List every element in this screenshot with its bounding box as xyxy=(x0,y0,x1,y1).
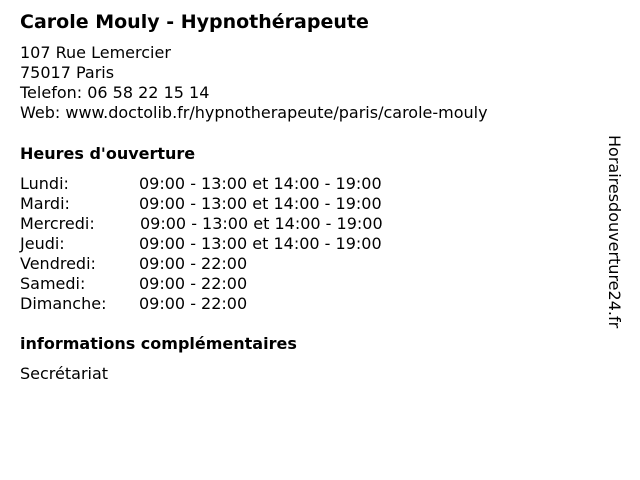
day-label: Jeudi: xyxy=(20,234,65,253)
hours-row-wednesday xyxy=(20,214,440,234)
page-title: Carole Mouly - Hypnothérapeute xyxy=(20,11,369,33)
hours-heading: Heures d'ouverture xyxy=(20,144,196,163)
time-range: 09:00 - 13:00 et 14:00 - 19:00 xyxy=(140,214,383,233)
hours-row-sunday xyxy=(20,294,440,314)
time-range: 09:00 - 22:00 xyxy=(139,274,248,293)
day-label: Mercredi: xyxy=(20,214,95,233)
hours-row-monday xyxy=(20,174,440,194)
hours-row-saturday xyxy=(20,274,440,294)
address-block xyxy=(20,43,488,123)
hours-row-tuesday xyxy=(20,194,440,214)
website: Web: www.doctolib.fr/hypnotherapeute/paris/carole-mouly xyxy=(20,103,488,122)
hours-row-friday xyxy=(20,254,440,274)
day-label: Samedi: xyxy=(20,274,86,293)
time-range: 09:00 - 13:00 et 14:00 - 19:00 xyxy=(139,234,382,253)
hours-table xyxy=(20,174,440,314)
info-heading: informations complémentaires xyxy=(20,334,297,353)
time-range: 09:00 - 13:00 et 14:00 - 19:00 xyxy=(139,174,382,193)
phone-number: Telefon: 06 58 22 15 14 xyxy=(20,83,210,102)
day-label: Lundi: xyxy=(20,174,69,193)
street-address: 107 Rue Lemercier xyxy=(20,43,171,62)
day-label: Mardi: xyxy=(20,194,70,213)
day-label: Vendredi: xyxy=(20,254,96,273)
site-watermark: Horairesdouverture24.fr xyxy=(605,135,624,329)
info-text: Secrétariat xyxy=(20,364,109,383)
city-postal: 75017 Paris xyxy=(20,63,115,82)
time-range: 09:00 - 22:00 xyxy=(139,254,248,273)
day-label: Dimanche: xyxy=(20,294,107,313)
time-range: 09:00 - 22:00 xyxy=(139,294,248,313)
time-range: 09:00 - 13:00 et 14:00 - 19:00 xyxy=(139,194,382,213)
hours-row-thursday xyxy=(20,234,440,254)
